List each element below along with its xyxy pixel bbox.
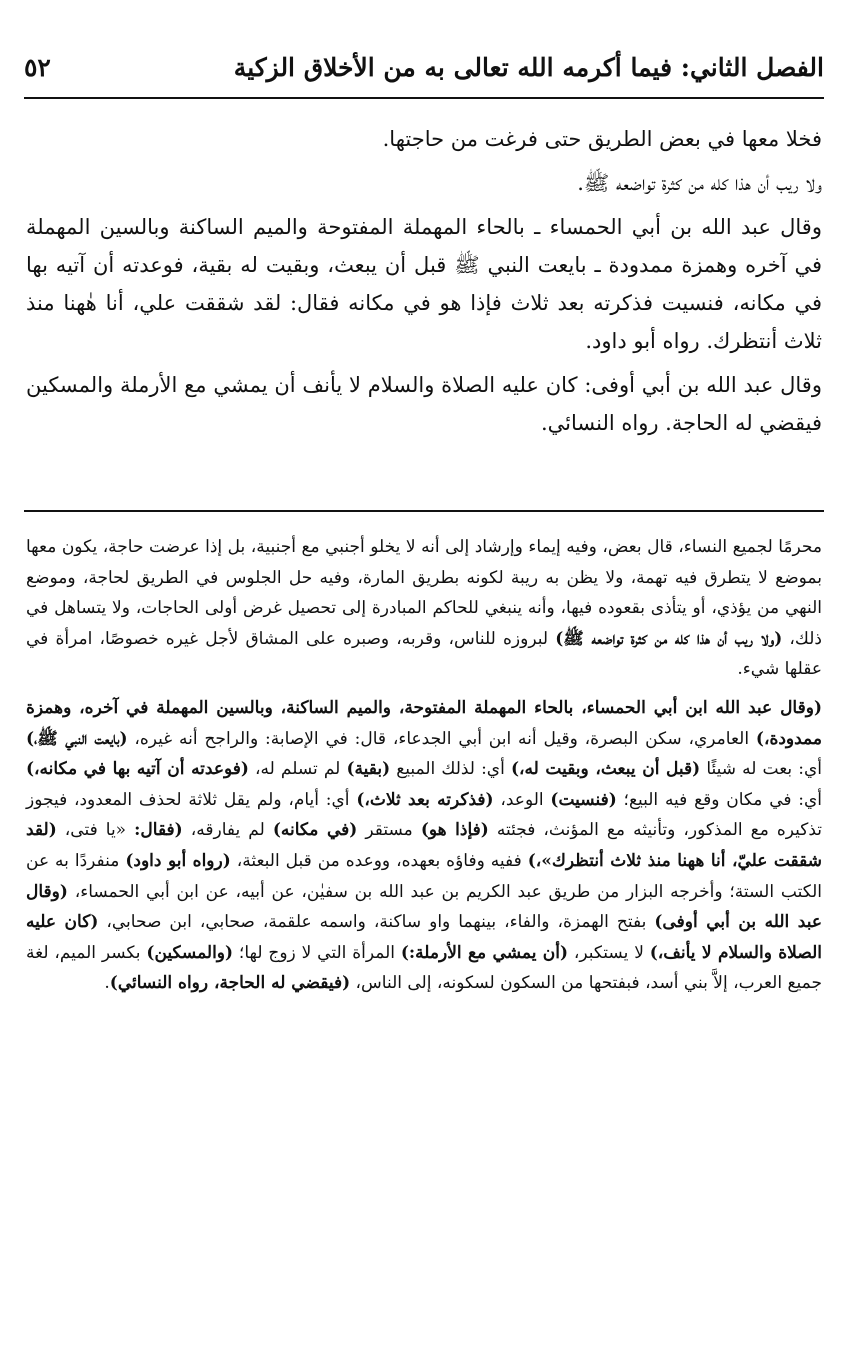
header-rule: [24, 97, 824, 99]
page-header: [24, 48, 824, 88]
footnote-divider: [24, 510, 824, 512]
commentary-paragraph: محرمًا لجميع النساء، قال بعض، وفيه إيماء وإرشاد إلى أنه لا يخلو أجنبي مع أجنبية، بل إذا عرضت حاجة، يكون معها بموضع لا يتطرق فيه تهمة، ولا يظن به ريبة لكونه بطريق المارة، وفيه حل الجلوس في الطريق لحاجة، وموضع النهي من يؤذي، أو يتأذى بقعوده فيها، وأنه ينبغي للحاكم المبادرة إلى تحصيل غرض أولى الحاجات، ولا يتساهل في ذلك، (ولا ريب أن هذا كله من كثرة تواضعه ﷺ) لبروزه للناس، وقربه، وصبره على المشاق لأجل غيره خصوصًا، امرأة في عقلها شيء.: [26, 537, 822, 680]
main-paragraph: وقال عبد الله بن أبي الحمساء ـ بالحاء المهملة المفتوحة والميم الساكنة وبالسين المهملة في آخره وهمزة ممدودة ـ بايعت النبي ﷺ قبل أن يبعث، وبقيت له بقية، فوعدته أن آتيه بها في مكانه، فنسيت فذكرته بعد ثلاث فإذا هو في مكانه فقال: لقد شققت علي، أنا هٰهنا منذ ثلاث أنتظرك. رواه أبو داود.: [26, 215, 822, 353]
commentary: [26, 532, 822, 1007]
page-number: ٥٢: [24, 53, 51, 82]
main-paragraph: ولا ريب أن هذا كله من كثرة تواضعه ﷺ.: [577, 171, 822, 195]
main-paragraph: فخلا معها في بعض الطريق حتى فرغت من حاجتها.: [382, 127, 822, 151]
commentary-paragraph: (وقال عبد الله ابن أبي الحمساء، بالحاء المهملة المفتوحة، والميم الساكنة، وبالسين المهملة في آخره، وهمزة ممدودة،) العامري، سكن البصرة، وقيل أنه ابن أبي الجدعاء، قال: في الإصابة: والراجح أنه غيره، (بايعت النبي ﷺ،) أي: بعت له شيئًا (قبل أن يبعث، وبقيت له،) أي: لذلك المبيع (بقية) لم تسلم له، (فوعدته أن آتيه بها في مكانه،) أي: في مكان وقع فيه البيع؛ (فنسيت) الوعد، (فذكرته بعد ثلاث،) أي: أيام، ولم يقل ثلاثة لحذف المعدود، فيجوز تذكيره مع المذكور، وتأنيثه مع المؤنث، فجئته (فإذا هو) مستقر (في مكانه) لم يفارقه، (فقال: «يا فتى، (لقد شققت عليّ، أنا ههنا منذ ثلاث أنتظرك»،) ففيه وفاؤه بعهده، ووعده من قبل البعثة، (رواه أبو داود) منفردًا به عن الكتب الستة؛ وأخرجه البزار من طريق عبد الكريم بن عبد الله بن سفيٰن، عن أبيه، عن ابن أبي الحمساء، (وقال عبد الله بن أبي أوفى) بفتح الهمزة، والفاء، بينهما واو ساكنة، واسمه علقمة، صحابي، ابن صحابي، (كان عليه الصلاة والسلام لا يأنف،) لا يستكبر، (أن يمشي مع الأرملة:) المرأة التي لا زوج لها؛ (والمسكين) بكسر الميم، لغة جميع العرب، إلاَّ بني أسد، فبفتحها من السكون لسكونه، إلى الناس، (فيقضي له الحاجة، رواه النسائي).: [26, 697, 823, 994]
main-text: [26, 120, 822, 448]
main-paragraph: وقال عبد الله بن أبي أوفى: كان عليه الصلاة والسلام لا يأنف أن يمشي مع الأرملة والمسكين فيقضي له الحاجة. رواه النسائي.: [26, 373, 822, 435]
chapter-title: الفصل الثاني: فيما أكرمه الله تعالى به من الأخلاق الزكية: [233, 53, 824, 82]
